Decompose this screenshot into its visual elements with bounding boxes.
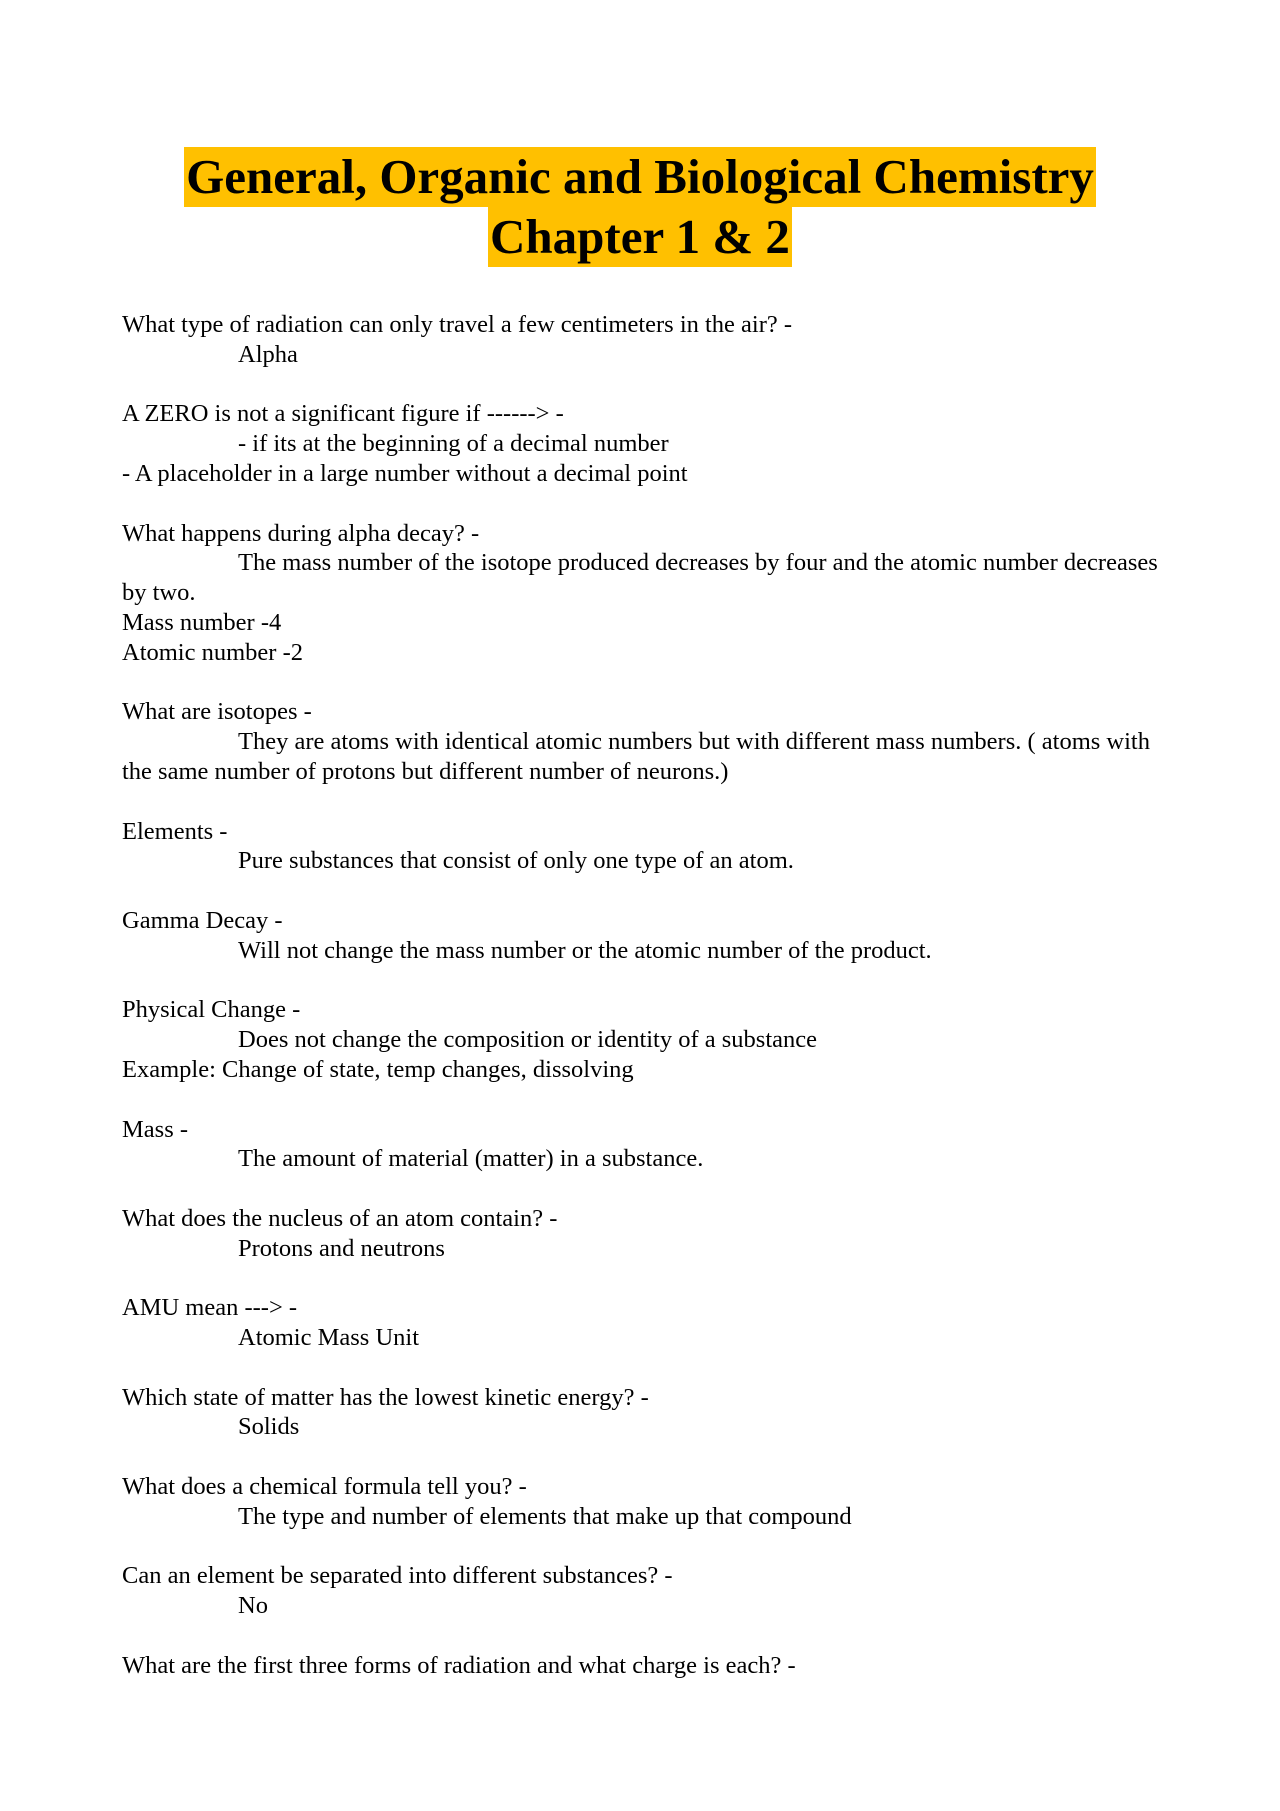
question: What happens during alpha decay? - <box>122 519 480 547</box>
answer: Alpha <box>238 340 298 368</box>
answer: The type and number of elements that make up that compound <box>238 1502 852 1530</box>
qa-list <box>122 310 1162 1710</box>
qa-item <box>122 1561 1162 1621</box>
question: Mass - <box>122 1115 189 1143</box>
qa-item <box>122 697 1162 786</box>
question: Elements - <box>122 817 228 845</box>
qa-item <box>122 906 1162 966</box>
answer: - if its at the beginning of a decimal number <box>238 430 669 458</box>
question: A ZERO is not a significant figure if ------> - <box>122 400 564 428</box>
answer-extra: - A placeholder in a large number without a decimal point <box>122 459 688 487</box>
qa-item <box>122 1651 1162 1681</box>
title-line-2: Chapter 1 & 2 <box>488 207 792 267</box>
qa-item <box>122 399 1162 488</box>
qa-item <box>122 1293 1162 1353</box>
title-line-1: General, Organic and Biological Chemistry <box>184 147 1096 207</box>
question: Gamma Decay - <box>122 906 283 934</box>
question: What are isotopes - <box>122 698 312 726</box>
answer: Does not change the composition or identity of a substance <box>238 1026 818 1054</box>
question: AMU mean ---> - <box>122 1294 298 1322</box>
qa-item <box>122 817 1162 877</box>
qa-item <box>122 310 1162 370</box>
document-title <box>0 147 1280 267</box>
qa-item <box>122 1204 1162 1264</box>
answer-extra: Mass number -4 <box>122 608 282 636</box>
answer: Will not change the mass number or the atomic number of the product. <box>238 936 932 964</box>
question: Can an element be separated into different substances? - <box>122 1562 673 1590</box>
answer: They are atoms with identical atomic numbers but with different mass numbers. ( atoms with the same number of protons but different number of neurons.) <box>122 728 1150 785</box>
qa-item <box>122 995 1162 1084</box>
answer: Solids <box>238 1413 300 1441</box>
question: What does a chemical formula tell you? - <box>122 1473 527 1501</box>
answer: Pure substances that consist of only one type of an atom. <box>238 847 794 875</box>
answer: No <box>238 1592 268 1620</box>
question: What does the nucleus of an atom contain? - <box>122 1204 558 1232</box>
qa-item <box>122 1383 1162 1443</box>
answer: The amount of material (matter) in a substance. <box>238 1145 704 1173</box>
answer: Atomic Mass Unit <box>238 1324 420 1352</box>
qa-item <box>122 1472 1162 1532</box>
qa-item <box>122 1115 1162 1175</box>
question: What type of radiation can only travel a few centimeters in the air? - <box>122 311 793 338</box>
qa-item <box>122 519 1162 668</box>
answer: Protons and neutrons <box>238 1234 445 1262</box>
answer: The mass number of the isotope produced decreases by four and the atomic number decreases by two. <box>122 549 1158 607</box>
question: What are the first three forms of radiation and what charge is each? - <box>122 1651 796 1679</box>
question: Physical Change - <box>122 996 301 1024</box>
question: Which state of matter has the lowest kinetic energy? - <box>122 1383 649 1411</box>
answer-extra: Atomic number -2 <box>122 638 303 666</box>
answer-extra: Example: Change of state, temp changes, dissolving <box>122 1055 634 1083</box>
